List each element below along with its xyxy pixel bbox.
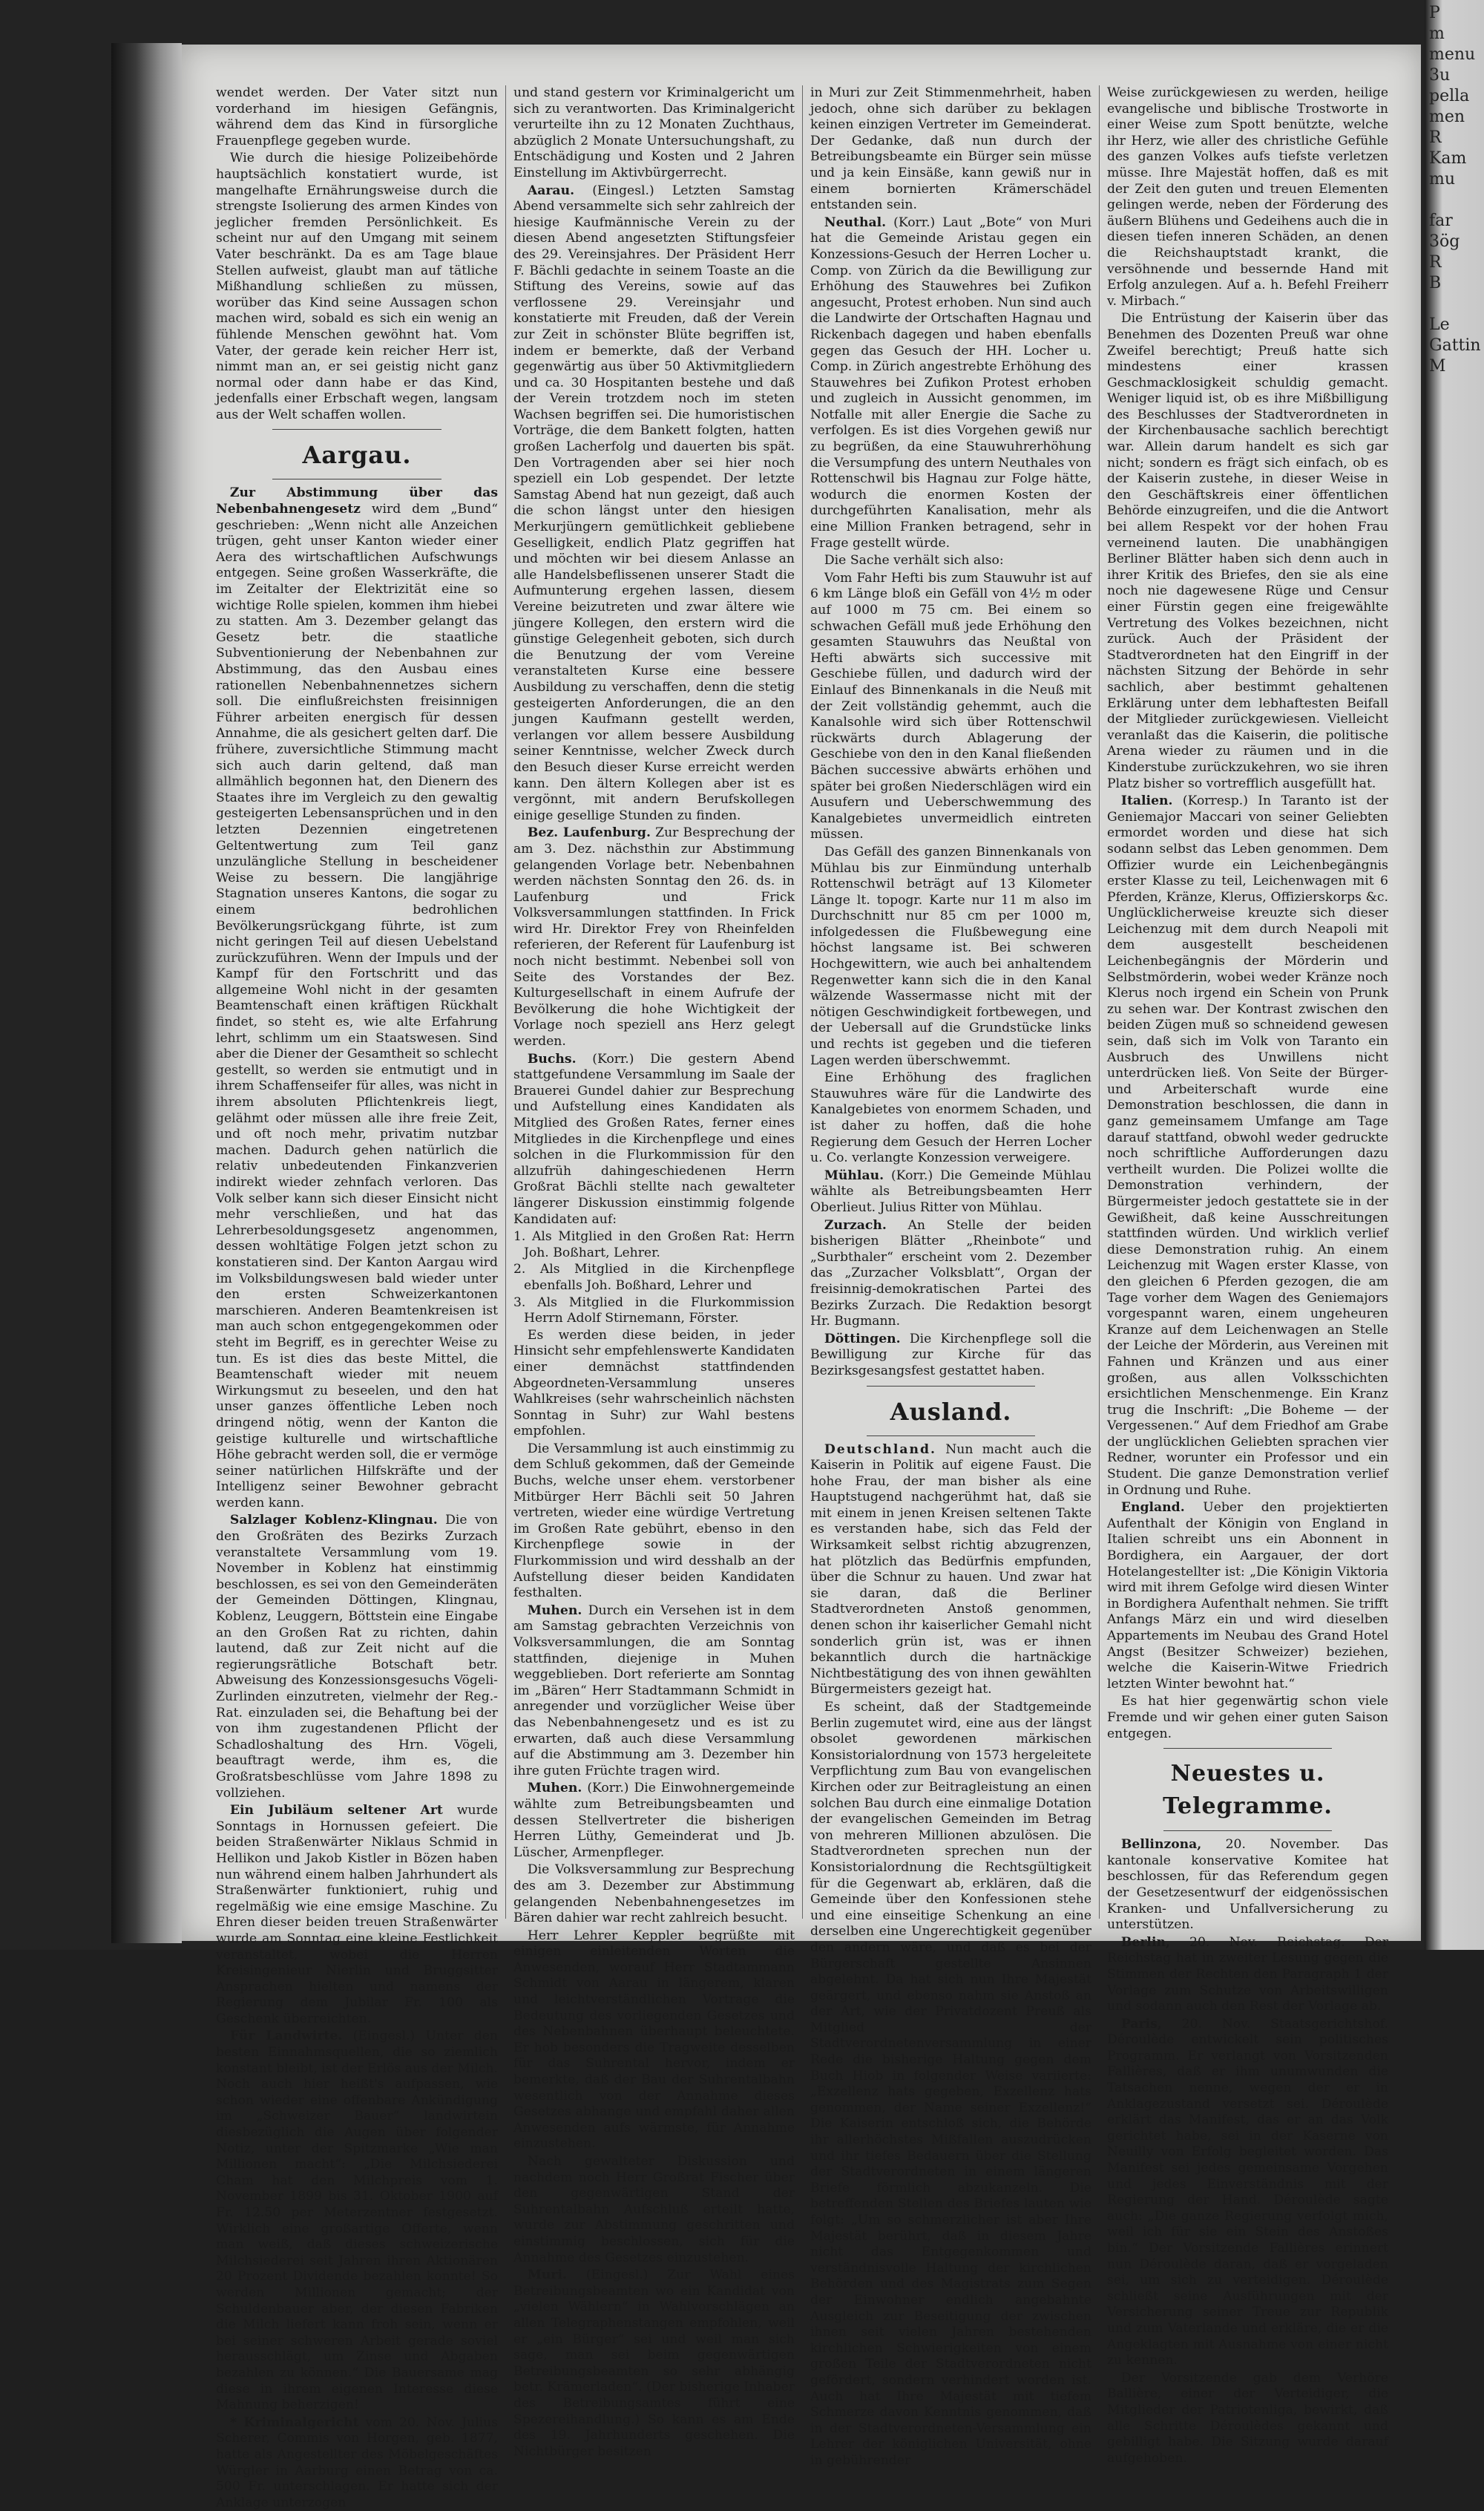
column-1 <box>209 85 505 2510</box>
adjacent-page-edge <box>1425 0 1484 1950</box>
article-headline: Bez. Laufenburg. <box>527 825 651 841</box>
list-item: 2. Als Mitglied in die Kirchenpflege ebenfalls Joh. Boßhard, Lehrer und <box>513 1262 795 1293</box>
paragraph: Die Sache verhält sich also: <box>824 553 1004 569</box>
paragraph: Der Vorsitzende gab dem Verhöre Ballière, einer der Verteidiger, die Mitglieder der Patriotenliga, bewirkt, daß alle Schritte Déroulèdes gekannt und gebilligt habe. Die Sitzung wurde darauf aufgehoben. <box>1107 2370 1388 2466</box>
paragraph: in Muri zur Zeit Stimmenmehrheit, haben jedoch, ohne sich darüber zu beklagen keinen einzigen Vertreter im Gemeinderat. Der Gedanke, daß nun durch der Betreibungsbeamte ein Bürger sein müsse und ja kein Einsäße, kann gewiß nur in einem bornierten Krämerschädel entstanden sein. <box>810 85 1091 213</box>
column-2 <box>505 85 802 2459</box>
article-text: Die Kirchenpflege soll die Bewilligung zur Kirche für das Bezirksgesangsfest gestattet haben. <box>810 1331 1091 1378</box>
paragraph: Wie durch die hiesige Polizeibehörde hauptsächlich konstatiert wurde, ist mangelhafte Ernährungsweise durch die strengste Isolierung des armen Kindes von jeglicher fremden Persönlichkeit. Es scheint nur auf den Umgang mit seinem Vater beschränkt. Da es am Tage blaue Stellen aufweist, glaubt man auf tätliche Mißhandlung schließen zu müssen, worüber das Kind seine Aussagen schon machen wird, sobald es sich ein wenig an fühlende Menschen gewöhnt hat. Vom Vater, der gerade kein reicher Herr ist, nimmt man an, er sei geistig nicht ganz normal oder dann habe er das Kind, jedenfalls einer Erbschaft wegen, langsam aus der Welt schaffen wollen. <box>216 151 498 422</box>
paragraph: wendet werden. Der Vater sitzt nun vorderhand im hiesigen Gefängnis, während dem das Kind in fürsorgliche Frauenpflege gegeben wurde. <box>216 85 498 148</box>
paragraph: Eine Erhöhung des fraglichen Stauwuhres wäre für die Landwirte des Kanalgebietes von enormem Schaden, und ist daher zu hoffen, daß die hohe Regierung dem Gesuch der Herren Locher u. Co. verlangte Konzession verweigere. <box>810 1070 1091 1166</box>
paragraph: Es hat hier gegenwärtig schon viele Fremde und wir gehen einer guten Saison entgegen. <box>1107 1694 1388 1741</box>
article-text: wird dem „Bund“ geschrieben: „Wenn nicht alle Anzeichen trügen, geht unser Kanton wieder einer Aera des wirtschaftlichen Aufschwungs entgegen. Seine großen Wasserkräfte, die im Zeitalter der Elektrizität eine so wichtige Rolle spielen, kommen ihm hiebei zu statten. Am 3. Dezember gelangt das Gesetz betr. die staatliche Subventionierung der Nebenbahnen zur Abstimmung, das den Ausbau eines rationellen Nebenbahnennetzes sichern soll. Die einflußreichsten freisinnigen Führer arbeiten energisch für dessen Annahme, die als gesichert gelten darf. Die frühere, zuversichtliche Stimmung macht sich auch darin geltend, daß man allmählich begonnen hat, den Dienern des Staates ihre im Vergleich zu den gewaltig gesteigerten Lebensansprüchen und in den letzten Dezennien eingetretenen Geltentwertung zum Teil ganz unzulängliche Stellung in bescheidener Weise zu bessern. Die langjährige Stagnation unseres Kantons, die sogar zu einem bedrohlichen Bevölkerungsrückgang führte, ist zum nicht geringen Teil auf diesen Uebelstand zurückzuführen. Wenn der Impuls und der Kampf für den Fortschritt und das allgemeine Wohl nicht in der gesamten Beamtenschaft einen kräftigen Rückhalt findet, so steht es, wie alte Erfahrung lehrt, schlimm um ein Staatswesen. Sind aber die Diener der Gesamtheit so schlecht gestellt, so werden sie entmutigt und in ihrem Schaffenseifer für alles, was nicht in ihrem absoluten Pflichtenkreis liegt, gelähmt oder müssen alle ihre freie Zeit, und oft noch mehr, privatim nutzbar machen. Dadurch gehen natürlich die relativ unbedeutenden Finkanzverien indirekt wieder zehnfach verloren. Das Volk selber kann sich dieser Einsicht nicht mehr verschließen, und hat das Lehrerbesoldungsgesetz angenommen, dessen wohltätige Folgen jetzt schon zu konstatieren sind. Der Kanton Aargau wird im Volksbildungswesen bald wieder unter den ersten Schweizerkantonen marschieren. Anderen Beamtenkreisen ist man auch schon entgegengekommen oder steht im Begriff, es in gerechter Weise zu tun. Es ist dies das beste Mittel, die Beamtenschaft wieder mit neuem Wirkungsmut zu beseelen, und den hat unser ganzes öffentliche Leben noch dringend nötig, wenn der Kanton die geistige kulturelle und wirtschaftliche Höhe gebracht werden soll, die er vermöge seiner natürlichen Hilfskräfte und der Intelligenz seiner Bewohner gebracht werden kann. <box>216 502 498 1510</box>
section-heading-ausland: Ausland. <box>890 1397 1012 1426</box>
article-headline: * Kriminalgericht <box>229 2415 359 2430</box>
paragraph: Es werden diese beiden, in jeder Hinsicht sehr empfehlenswerte Kandidaten einer demnächst stattfindenden Abgeordneten-Versammlung unseres Wahlkreises (sehr wahrscheinlich nächsten Sonntag in Suhr) zur Wahl bestens empfohlen. <box>513 1327 795 1439</box>
paragraph: Die Volksversammlung zur Besprechung des am 3. Dezember zur Abstimmung gelangenden Nebenbahnengesetzes im Bären dahier war recht zahlreich besucht. <box>513 1862 795 1926</box>
article-headline: Bellinzona, <box>1120 1837 1202 1853</box>
article-headline: Zurzach. <box>824 1217 887 1233</box>
article-text: (Korresp.) In Taranto ist der Geniemajor Maccari von seiner Geliebten ermordet worden und diese hat sich sodann selbst das Leben genommen. Dem Offizier wurde ein Leichenbegängnis erster Klasse zu teil, Leichenwagen mit 6 Pferden, Kränze, Klerus, Offizierskorps &c. Unglücklicherweise kreuzte sich dieser Leichenzug mit dem durch Neapoli mit dem ausgestellt bescheidenen Leichenbegängnis der Mörderin und Selbstmörderin, wobei weder Kränze noch Klerus noch irgend ein Schein von Prunk zu sehen war. Der Kontrast zwischen den beiden Zügen muß so schneidend gewesen sein, daß sich im Volk von Taranto ein Ausbruch des Unwillens nicht unterdrücken ließ. Von Seite der Bürger- und Arbeiterschaft wurde eine Demonstration beschlossen, die dann in ganz gemeinsamem Umfange am Tage darauf stattfand, obwohl weder gedruckte noch schriftliche Aufforderungen dazu vertheilt wurden. Die Polizei wollte die Demonstration verhindern, der Bürgermeister jedoch gestattete sie in der Gewißheit, daß keine Ausschreitungen stattfinden würden. Und wirklich verlief diese Demonstration ruhig. An einem Leichenzug mit Wagen erster Klasse, von den gleichen 6 Pferden gezogen, die am Tage vorher dem Wagen des Geniemajors vorgespannt waren, einem ungeheuren Kranze auf dem Leichenwagen an Stelle der Leiche der Mörderin, aus Vereinen mit Fahnen und Kränzen und aus einer großen, aus allen Volksschichten ersichtlichen Menschenmenge. Ein Kranz trug die Inschrift: „Die Boheme — der Vergessenen.“ Auf dem Friedhof am Grabe der unglücklichen Geliebten sprachen vier Redner, worunter ein Professor und ein Student. Die ganze Demonstration verlief in Ordnung und Ruhe. <box>1107 793 1388 1498</box>
paragraph: Herr Lehrer Keppler begrüßte mit einigen einleitenden Worten die Anwesenden, worauf Herr Stadtammann Schmidt von Aarau in längerem, klaren und leichtverständlichen Vortrage die Bedeutung des vorliegenden Gesetzes und des Nebenbahnen überhaupt beleuchtete. Er hob besonders die Tragweite desselben für das Suhrental hervor, indem er bemerkte, daß der Bau der Suhrentalbahn wesentlich von der Annahme dieses Gesetzes abhange und empfahl daher allen Anwesenden aufs wärmste, für Annahme einzustehen. <box>513 1928 795 2152</box>
article-headline: Muhen. <box>527 1602 582 1618</box>
article-headline: Muri. <box>527 2268 567 2283</box>
article-headline: Muhen. <box>527 1781 582 1796</box>
article-text: vom 20. Nov. Julius Scherer, Commis von Horgen, geb. 1877, hatte als Angestellter des Möbelgeschäftes Würgler in Aarburg einen Betrag von ca. 500 Fr. unterschlagen. Er hatte sich der Anklage unterzogen <box>216 2415 498 2510</box>
article-text: 20. Nov. Staatsgerichtshof. Déroulède entwickelt sein politisches Programm. Er verlangt von Vorsitzenden Fallières, daß er ihm unumwunden die Tatsachen nenne, wegen der er in Anklagezustand versetzt sei. Déroulède erklärt das Manifest, das er an das Volk gerichtet habe, sei in der Kaserne von Neuilly von Erfolg begleitet worden. Das Manifest sei jedes gemeinsame Vorgehen und jedes Einverständnis mit der Regierung der Hand. Déroulède sagte auch: „Die ganze Regierung verfolgt mich, weil ich für sie ein Stein des Anstoßes bin.“ Der Vorsitzende Fallières erinnert nun Déroulède daran, daß er vorgeladen sei, um sich zu verteidigen. Déroulède schließt seine Ausführungen mit der Versicherung seiner Treue zur Republik und zum Vaterlande und erkläre, die er die Angeklagten mit Ausnahme von einer nicht zu kennen. <box>1107 2016 1389 2368</box>
article-headline: Deutschland. <box>824 1441 936 1457</box>
article-text: 20. Nov. Reichstag. Der Reichstag hat in zweiter Lesung gegen die Stimmen der Rechten den Paragraph 1 der Vorlage zum Schutze von Arbeitswilligen und sodann auch den Rest der Vorlage ab. <box>1107 1934 1389 2014</box>
article-text: 20. November. Das kantonale konservative Komitee hat beschlossen, für das Referendum gegen der Gesetzesentwurf der eidgenössischen Kranken- und Unfallversicherung zu unterstützen. <box>1107 1837 1388 1933</box>
paragraph: Es scheint, daß der Stadtgemeinde Berlin zugemutet wird, eine aus der längst obsolet gewordenen märkischen Konsistorialordnung von 1573 hergeleitete Verpflichtung zum Bau von evangelischen Kirchen oder zur Beitragleistung an einen solchen Bau durch eine einmalige Dotation der evangelischen Gemeinden im Betrag von mehreren Millionen abzulösen. Die Stadtverordneten sprechen nun der Konsistorialordnung die Rechtsgültigkeit für die Gegenwart ab, erklären, daß die Gemeinde über den Konfessionen stehe und eine einseitige Schenkung an eine derselben eine Ungerechtigkeit gegenüber den andern wäre, und daß es bei der Bürgerschaft gestellte Ansinnen abgelehnt. Da hat sich nun Ihre Majestät geärgert, und ebenso nahm sie Anstoß an der Art, wie der Privatdozent Preuß als Mitglied der Stadtverordnetenversammlung in einer Rede die bisherige Haltung gegen dem Buch Hiob in folgender Weise variierte: „Exzellenz hats gegeben, Exzellenz hats genommen, der Name seiner Exzellenz!“ Die Kaiserin entschloß sich, die Behörde ihr allerhöchstes Mißfallen auszudrücken und ihr tiefes Bedauern über die Stellung der Stadtverordneten in einem längeren Briefe förmlich abzukanzeln. Die betreffenden Stellen des Briefes lauten wie folgt: „Um so schmerzlicher ist aber Ihre Majestät berührt, daß in diesem Jahre nicht das Entgegenkommen und verständnisvolle Haltung der kirchlichen Behörden und des Magistrats zum Segen der Einwohner endlich angebahnte Ausgleich zur Beseitigung der zwischen ihnen seit vielen Jahren bestehenden kirchlichen Schwierigkeiten von einem großen Teile der Stadtverordneten nicht gefördert, sondern verhindert worden ist. Auch hat Ihre Majestät mit tiefem Schmerze davon Kenntnis genommen, daß in der Stadtverordneten-Versammlung ein Lehrer der königlichen Universität, ohne in gebührender <box>810 1700 1091 2468</box>
article-text: Nun macht auch die Kaiserin in Politik auf eigene Faust. Die hohe Frau, der man bisher als eine Hauptstugend nachgerühmt hat, daß sie mit einem in jenen Kreisen seltenen Takte es verstanden habe, sich das Feld der Wirksamkeit selbst richtig abzugrenzen, hat plötzlich das Bedürfnis empfunden, über die Schnur zu hauen. Und zwar hat sie daran, daß die Berliner Stadtverordneten Anstoß genommen, denen schon ihr kaiserlicher Gemahl nicht sonderlich grün ist, was er ihnen bekanntlich durch die hartnäckige Nichtbestätigung des von ihnen gewählten Bürgermeisters gezeigt hat. <box>810 1441 1091 1698</box>
divider <box>1163 1830 1332 1831</box>
article-text: Ueber den projektierten Aufenthalt der Königin von England in Italien schreibt uns ein Abonnent in Bordighera, ein Aargauer, der dort Hotelangestellter ist: „Die Königin Viktoria wird mit ihrem Gefolge wird diesen Winter in Bordighera Aufenthalt nehmen. Sie trifft Anfangs März ein und wird dieselben Appartements im Neubau des Grand Hotel Angst (Besitzer Schweizer) beziehen, welche die Kaiserin-Witwe Friedrich letzten Winter bewohnt hat.“ <box>1107 1500 1388 1692</box>
list-item: 1. Als Mitglied in den Großen Rat: Herrn Joh. Boßhart, Lehrer. <box>513 1229 795 1260</box>
article-headline: Buchs. <box>527 1051 577 1067</box>
article-headline: Aarau. <box>527 183 575 198</box>
paragraph: Die Entrüstung der Kaiserin über das Benehmen des Dozenten Preuß war ohne Zweifel berechtigt; Preuß hatte sich mindestens einer krassen Geschmacklosigkeit schuldig gemacht. Weniger liquid ist, ob es ihre Mißbilligung des Beschlusses der Stadtverordneten in der Kirchenbausache sachlich berechtigt war. Allein darum handelt es sich gar nicht; sondern es frägt sich einfach, ob es der Kaiserin zustehe, in dieser Weise in den Geschäftskreis einer öffentlichen Behörde einzugreifen, und die die Antwort bei allem Respekt vor der hohen Frau verneinend lauten. Die unabhängigen Berliner Blätter haben sich denn auch in ihrer Kritik des Briefes, den sie als eine noch nie dagewesene Rüge und Censur einer Fürstin gegen eine freigewählte Vertretung des Volkes bezeichnen, nicht zurück. Auch der Präsident der Stadtverordneten hat den Eingriff in der nächsten Sitzung der Behörde in sehr sachlich, aber bestimmt gehaltenen Erklärung unter dem lebhaftesten Beifall der Mitglieder zurückgewiesen. Vielleicht veranlaßt das die Kaiserin, die politische Arena wieder zu räumen und in die Kinderstube zurückzukehren, wo sie ihren Platz bisher so vortrefflich ausgefüllt hat. <box>1107 311 1388 791</box>
column-3 <box>802 85 1099 2468</box>
divider <box>867 1386 1035 1387</box>
article-headline: Italien. <box>1120 793 1173 809</box>
divider <box>867 1435 1035 1436</box>
newspaper-page <box>182 45 1421 2510</box>
section-heading-aargau: Aargau. <box>302 441 412 470</box>
article-text: wurde Sonntags in Hornussen gefeiert. Die beiden Straßenwärter Niklaus Schmid in Hellikon und Jakob Kistler in Bözen haben nun während einem halben Jahrhundert als Straßenwärter funktioniert, ruhig und regelmäßig wie eine emsige Maschine. Zu Ehren dieser beiden treuen Straßenwärter wurde am Sonntag eine kleine Festlichkeit veranstaltet, wobei die Herren Kreisingenieur Nierlin und Bruggsitter Ansprachen hielten und namens der Regierung dem Jubilar Fr. 100 als Geschenk überreichten. <box>216 1803 498 2026</box>
article-headline: Ein Jubiläum seltener Art <box>229 1803 443 1818</box>
divider <box>1163 1748 1332 1749</box>
article-headline: England. <box>1120 1500 1185 1516</box>
article-text: (Korr.) Die gestern Abend stattgefundene Versammlung im Saale der Brauerei Gundel dahier zur Besprechung und Aufstellung eines Kandidaten als Mitglied des Großen Rates, ferner eines Mitgliedes in die Kirchenpflege und eines solchen in die Flurkommission für den allzufrüh dahingeschiedenen Herrn Großrat Bächli stellte nach gewalteter längerer Diskussion einstimmig folgende Kandidaten auf: <box>513 1051 795 1227</box>
article-text: Durch ein Versehen ist in dem am Samstag gebrachten Verzeichnis von Volksversammlungen, die am Sonntag stattfinden, diejenige in Muhen weggeblieben. Dort referierte am Sonntag im „Bären“ Herr Stadtammann Schmidt in anregender und vorzüglicher Weise über das Nebenbahnengesetz und es ist zu erwarten, daß auch diese Versammlung auf die Abstimmung am 3. Dezember hin ihre guten Früchte tragen wird. <box>513 1602 795 1778</box>
article-text: Die von den Großräten des Bezirks Zurzach veranstaltete Versammlung vom 19. November in Koblenz hat einstimmig beschlossen, es sei von den Gemeinderäten der Gemeinden Döttingen, Klingnau, Koblenz, Leuggern, Böttstein eine Eingabe an den Großen Rat zu richten, dahin lautend, daß zur Zeit nicht auf die regierungsrätliche Botschaft betr. Abweisung des Konzessionsgesuchs Vögeli-Zurlinden einzutreten, vielmehr der Reg.-Rat. einzuladen sei, die Behaftung bei der von ihm zugestandenen Pflicht der Schadloshaltung des Hrn. Vögeli, beauftragt werde, ihm es, die Großratsbeschlüsse vom Jahre 1898 zu vollziehen. <box>216 1513 498 1801</box>
article-headline: Berlin, <box>1120 1934 1170 1950</box>
paragraph: Vom Fahr Hefti bis zum Stauwuhr ist auf 6 km Länge bloß ein Gefäll von 4½ m oder auf 1000 m 75 cm. Bei einem so schwachen Gefäll muß jede Erhöhung den gesamten Stauwuhrs das Neußtal von Hefti abwärts sich successive mit Geschiebe füllen, und dadurch wird der Einlauf des Binnenkanals in die Neuß mit der Zeit vollständig gehemmt, auch die Kanalsohle wird sich über Rottenschwil rückwärts durch Ablagerung der Geschiebe von den in den Kanal fließenden Bächen successive abwärts erhöhen und später bei großen Niederschlägen wird ein Ausufern und Ueberschwemmung des Kanalgebietes unvermeidlich eintreten müssen. <box>810 570 1091 842</box>
article-text: (Korr.) Die Gemeinde Mühlau wählte als Betreibungsbeamten Herr Oberlieut. Julius Ritter von Mühlau. <box>810 1168 1091 1215</box>
divider <box>272 429 441 430</box>
list-item: 3. Als Mitglied in die Flurkommission Herrn Adolf Stirnemann, Förster. <box>513 1294 795 1326</box>
article-text: (Korr.) Die Einwohnergemeinde wählte zum Betreibungsbeamten und dessen Stellvertreter die bisherigen Herren Lüthy, Gemeinderat und Jb. Lüscher, Armenpfleger. <box>513 1781 795 1860</box>
book-binding <box>111 43 182 1943</box>
article-headline: Paris, <box>1120 2016 1162 2032</box>
article-headline: Mühlau. <box>824 1168 884 1183</box>
article-text: (Eingesl.) Unter den besten Einnahmsquellen, die so ziemlich konstant bleibt, ist der Erlös aus der Milch. Noch auch hier heißt's aufpassen, wie schon wieder eine offenbare Ankündigung im „Schweizer Bauer“ landwirtein diesbezüglich die Augen über folgender Notiz, unter der Spitzmarke „Wie man Millionen macht“: „Die Milchsiederei Cham hat den Milchpreis vom 1. November 1899 bis 31. Oktober 1900 auf Fr. 12.50 per Meterzentner festgesetzt. Wirklich eine großartige Offerte, wenn man weiß, daß dieses schweizerische Milchsiederei seit Jahren ihren Aktionären 20 Prozent Dividende bezahlen konnte! So werden Millionen gemacht; der Schuldenbauer aber, der diesen Fabriken die Milch liefert kann froh sein, wenn er bei seiner schweren Arbeit gerade soviel herausschlägt, um Zinse und Abgaben bezahlen zu können.“ Die Bauersame mag diese in ihrem eigenen Interesse diese Mahnung beherzigen! <box>216 2029 498 2413</box>
article-headline: Neuthal. <box>824 215 887 230</box>
column-grid <box>209 85 1396 2510</box>
article-text: Zur Besprechung der am 3. Dez. nächsthin zur Abstimmung gelangenden Vorlage betr. Nebenbahnen werden nächsten Sonntag den 26. ds. in Laufenburg und Frick Volksversammlungen stattfinden. In Frick wird Hr. Direktor Frey von Rheinfelden referieren, der Referent für Laufenburg ist noch nicht bestimmt. Nebenbei soll von Seite des Vorstandes der Bez. Kulturgesellschaft in einem Aufrufe der Bevölkerung die hohe Wichtigkeit der Vorlage noch speziell ans Herz gelegt werden. <box>513 825 795 1050</box>
paragraph: Weise zurückgewiesen zu werden, heilige evangelische und biblische Trostworte in einer Weise zum Spott benützte, welche ihr Herz, wie aller des christliche Gefühle des ganzen Volkes aufs tiefste verletzen müsse. Ihre Majestät hoffen, daß es mit der Zeit den guten und treuen Elementen gelingen werde, neben der Förderung des äußern Blühens und Gedeihens auch die in diesen tiefen inneren Schäden, an denen die Reichshauptstadt krankt, die versöhnende und bessernde Hand mit Erfolg anzulegen. Auf a. h. Befehl Freiherr v. Mirbach.“ <box>1107 85 1388 309</box>
article-headline: Salzlager Koblenz-Klingnau. <box>229 1513 438 1528</box>
article-text: (Eingesl.) Zur Wahl eines Betreibungsbeamten wo ein Kandidat von „vielen Wählern“ in Wahlvorschlägen an allen Telegraphenstangen empfohlen, weil er „ein Bürger“ sei und weil man sich sage, man sei beim gegenwärtigen Betreibungsbeamten so sehr abhängig betr. Krämerladen“. (Der bisherige Inhaber des Betreibungsamtes führt eine Spezereihandlung.) So kann es am Ende des 19. Jahrhunderts geschehen. Die Nichtbürger besitzen <box>513 2268 795 2459</box>
article-headline: Für Landwirte. <box>229 2029 343 2044</box>
article-text: An Stelle der beiden bisherigen Blätter „Rheinbote“ und „Surbthaler“ erscheint vom 2. Dezember das „Zurzacher Volksblatt“, Organ der freisinnig-demokratischen Partei des Bezirks Zurzach. Die Redaktion besorgt Hr. Bugmann. <box>810 1217 1091 1329</box>
article-text: (Korr.) Laut „Bote“ von Muri hat die Gemeinde Aristau gegen ein Konzessions-Gesuch der Herren Locher u. Comp. von Zürich da die Bewilligung zur Erhöhung des Stauwehres bei Zufikon angesucht, Protest erhoben. Nun sind auch die Landwirte der Ortschaften Hagnau und Rickenbach dagegen und haben ebenfalls gegen das Gesuch der HH. Locher u. Comp. in Zürich angestrebte Erhöhung des Stauwehres bei Zufikon Protest erhoben und zugleich in Aussicht genommen, im Notfalle mit aller Energie die Sache zu verfolgen. Es ist dies Vorgehen gewiß nur zu begrüßen, da eine Stauwuhrerhöhung die Versumpfung des untern Neuthales von Rottenschwil bis Hagnau zur Folge hätte, wodurch die enormen Kosten der durchgeführten Kanalisation, mehr als eine Million Franken betragend, sehr in Frage gestellt würde. <box>810 215 1091 551</box>
section-heading-telegrams: Neuestes u. Telegramme. <box>1163 1761 1333 1820</box>
column-4 <box>1099 85 1396 2466</box>
paragraph: Das Gefäll des ganzen Binnenkanals von Mühlau bis zur Einmündung unterhalb Rottenschwil beträgt auf 13 Kilometer Länge lt. topogr. Karte nur 11 m also im Durchschnitt nur 85 cm per 1000 m, infolgedessen die Flußbewegung eine höchst langsame ist. Bei schweren Hochgewittern, wie auch bei anhaltendem Regenwetter kann sich die in den Kanal wälzende Wassermasse nicht mit der nötigen Geschwindigkeit fortbewegen, und der Uebersall auf die Grundstücke links und rechts ist gegeben und die tieferen Lagen werden überschwemmt. <box>810 844 1091 1068</box>
paragraph: und stand gestern vor Kriminalgericht um sich zu verantworten. Das Kriminalgericht verurteilte ihn zu 12 Monaten Zuchthaus, abzüglich 2 Monate Untersuchungshaft, zu Entschädigung und Kosten und 2 Jahren Einstellung im Aktivbürgerrecht. <box>513 85 795 180</box>
article-headline: Zur Abstimmung über das Nebenbahnengesetz <box>216 485 498 517</box>
article-headline: Döttingen. <box>824 1331 901 1346</box>
paragraph: Die Versammlung ist auch einstimmig zu dem Schluß gekommen, daß der Gemeinde Buchs, welche unser ehem. verstorbener Mitbürger Herr Bächli seit 50 Jahren vertreten, wieder eine würdige Vertretung im Großen Rate gebührt, ebenso in den Kirchenpflege sowie in der Flurkommission und wird desshalb an der Aufstellung dieser beiden Kandidaten festhalten. <box>513 1441 795 1601</box>
adjacent-page-text: P m menu 3u pella men R Kam mu far 3ög R B Le Gattin M <box>1429 4 1481 376</box>
article-text: (Eingesl.) Letzten Samstag Abend versammelte sich sehr zahlreich der hiesige Kaufmännische Verein zu der diesen Abend angesetzten Stiftungsfeier des 29. Vereinsjahres. Der Präsident Herr F. Bächli gedachte in seinem Toaste an die Stiftung des Vereins, sowie auf das verflossene 29. Vereinsjahr und konstatierte mit Freuden, daß der Verein zur Zeit in schönster Blüte begriffen ist, indem er bemerkte, daß der Verband gegenwärtig aus über 50 Aktivmitgliedern und ca. 30 Hospitanten bestehe und daß der Verein trotzdem noch im steten Wachsen begriffen sei. Die humoristischen Vorträge, die dem Bankett folgten, hatten großen Lacherfolg und dauerten bis spät. Den Vortragenden aber sei hier noch speziell ein Lob gespendet. Der letzte Samstag Abend hat nun gezeigt, daß auch die schon längst unter den hiesigen Merkurjüngern gemütlichkeit gebliebene Geselligkeit, endlich Platz gegriffen hat und möchten wir bei diesem Anlasse an alle Handelsbeflissenen unserer Stadt die Aufmunterung ergehen lassen, diesem Vereine beizutreten und zwar ältere wie jüngere Kollegen, den erstern wird die günstige Gelegenheit geboten, sich durch die Benutzung der vom Vereine veranstalteten Kurse eine bessere Ausbildung zu verschaffen, denn die stetig gesteigerten Anforderungen, die an den jungen Kaufmann gestellt werden, verlangen vor allem bessere Ausbildung seiner Kenntnisse, welcher Zweck durch den Besuch dieser Kurse erreicht werden kann. Den ältern Kollegen aber ist es vergönnt, mit andern Berufskollegen einige gesellige Stunden zu finden. <box>513 183 795 823</box>
paragraph: Nach gewalteter Diskussion und nachdem noch Herr Großrat Fischer über den gegenwärtigen Stand der Suhrentalbahn Aufschluß erteilt hatte, wurde zur Abstimmung geschritten und einstimmig beschlossen, sich für die Annahme des Gesetzes einzustehen. <box>513 2154 795 2265</box>
